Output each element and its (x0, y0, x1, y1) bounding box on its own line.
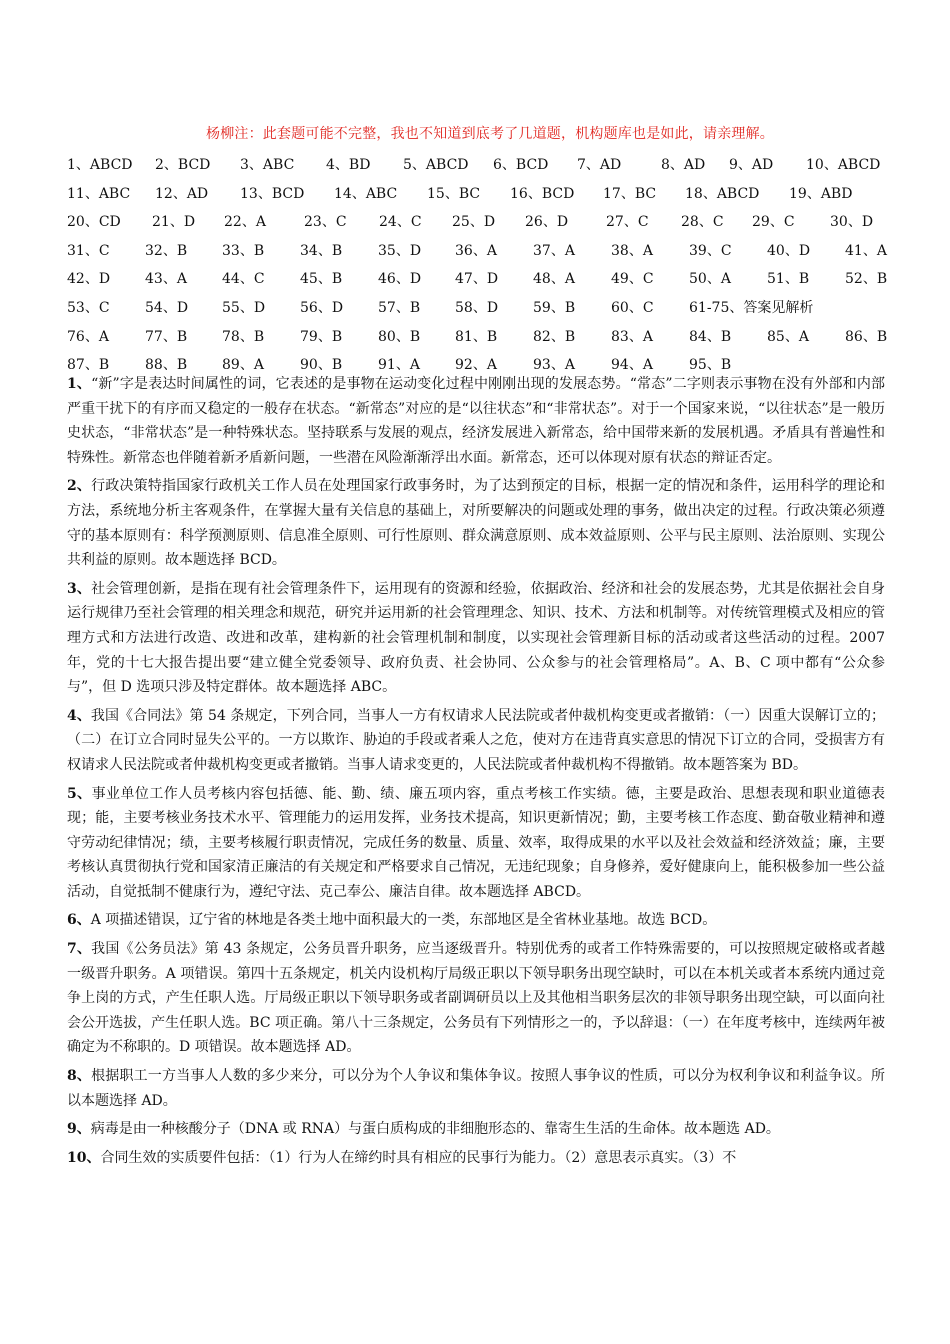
explanation-paragraph (67, 577, 885, 700)
answer-item: 48、A (533, 271, 575, 288)
explanation-paragraph (67, 704, 885, 778)
explanation-text: 社会管理创新，是指在现有社会管理条件下，运用现有的资源和经验，依据政治、经济和社会的发展态势，尤其是依据社会自身运行规律乃至社会管理的相关理念和规范，研究并运用新的社会管理理念、知识、技术、方法和机制等。对传统管理模式及相应的管理方式和方法进行改造、改进和改革，建构新的社会管理机制和制度，以实现社会管理新目标的活动或者这些活动的过程。2007 年，党的十七大报告提出要“建立健全党委领导、政府负责、社会协同、公众参与的社会管理格局”。A、B、C 项中都有“公众参与”，但 D 选项只涉及特定群体。故本题选择 ABC。 (67, 580, 885, 696)
question-number: 1、 (67, 376, 92, 392)
answer-item: 88、B (145, 357, 188, 374)
answer-item: 54、D (145, 299, 189, 316)
answer-item: 35、D (378, 242, 422, 259)
answer-item: 58、D (455, 299, 499, 316)
answer-item: 78、B (222, 328, 265, 345)
answer-item: 92、A (455, 357, 497, 374)
answer-row (67, 237, 887, 266)
explanations (67, 372, 885, 1174)
explanation-text: 事业单位工作人员考核内容包括德、能、勤、绩、廉五项内容，重点考核工作实绩。德，主要是政治、思想表现和职业道德表现；能，主要考核业务技术水平、管理能力的运用发挥，业务技术提高，知识更新情况；勤，主要考核工作态度、勤奋敬业精神和遵守劳动纪律情况；绩，主要考核履行职责情况，完成任务的数量、质量、效率，取得成果的水平以及社会效益和经济效益；廉，主要考核认真贯彻执行党和国家清正廉洁的有关规定和严格要求自己情况，无违纪现象；自身修养，爱好健康向上，能积极参加一些公益活动，自觉抵制不健康行为，遵纪守法、克己奉公、廉洁自律。故本题选择 ABCD。 (67, 785, 885, 900)
answer-item: 93、A (533, 357, 575, 374)
answer-item: 90、B (300, 357, 343, 374)
question-number: 2、 (67, 478, 92, 495)
explanation-paragraph (67, 1117, 885, 1142)
answer-item: 51、B (767, 271, 810, 288)
answer-item: 38、A (611, 242, 653, 259)
explanation-paragraph (67, 937, 885, 1060)
answer-item: 84、B (689, 328, 732, 345)
answer-item: 56、D (300, 299, 344, 316)
answer-item: 23、C (304, 214, 347, 231)
answer-row (67, 208, 887, 237)
answer-item: 26、D (525, 214, 569, 231)
answer-item: 31、C (67, 242, 110, 259)
answer-item: 85、A (767, 328, 809, 345)
answer-item: 32、B (145, 242, 188, 259)
answer-item: 59、B (533, 299, 576, 316)
answer-item: 15、BC (427, 185, 481, 202)
answer-item: 95、B (689, 357, 732, 374)
answer-item: 4、BD (326, 157, 371, 173)
answer-item: 80、B (378, 328, 421, 345)
answer-item: 14、ABC (334, 185, 398, 202)
answer-row (67, 323, 887, 352)
answer-item: 7、AD (577, 157, 622, 173)
answer-item: 27、C (606, 214, 649, 231)
explanation-text: 我国《公务员法》第 43 条规定，公务员晋升职务，应当逐级晋升。特别优秀的或者工作特殊需要的，可以按照规定破格或者越一级晋升职务。A 项错误。第四十五条规定，机关内设机构厅局级正职以下领导职务出现空缺时，可以在本机关或者本系统内通过竞争上岗的方式，产生任职人选。厅局级正职以下领导职务或者副调研员以上及其他相当职务层次的非领导职务出现空缺，可以面向社会公开选拔，产生任职人选。BC 项正确。第八十三条规定，公务员有下列情形之一的，予以辞退：（一）在年度考核中，连续两年被确定为不称职的。D 项错误。故本题选择 AD。 (67, 941, 885, 1056)
explanation-text: 合同生效的实质要件包括：（1）行为人在缔约时具有相应的民事行为能力。（2）意思表示真实。（3）不 (100, 1149, 737, 1166)
answer-item: 2、BCD (155, 157, 211, 173)
question-number: 9、 (67, 1121, 91, 1138)
answer-item: 40、D (767, 242, 811, 259)
answer-item: 57、B (378, 299, 421, 316)
answer-item: 53、C (67, 299, 110, 316)
answer-item: 55、D (222, 299, 266, 316)
answer-item: 8、AD (661, 157, 706, 173)
explanation-paragraph (67, 1146, 885, 1171)
question-number: 7、 (67, 941, 92, 958)
answer-item: 13、BCD (240, 185, 305, 202)
answer-item: 9、AD (729, 157, 774, 173)
answer-item: 34、B (300, 242, 343, 259)
answer-item: 43、A (145, 271, 187, 288)
answer-item: 91、A (378, 357, 420, 374)
question-number: 10、 (67, 1149, 101, 1166)
explanation-text: A 项描述错误，辽宁省的林地是各类土地中面积最大的一类，东部地区是全省林业基地。故选 BCD。 (90, 912, 717, 929)
answer-item: 46、D (378, 271, 422, 288)
answer-item: 45、B (300, 271, 343, 288)
answer-item: 83、A (611, 328, 653, 345)
answer-item: 11、ABC (67, 185, 131, 202)
explanation-paragraph (67, 474, 885, 572)
answer-item: 17、BC (603, 185, 657, 202)
answer-item: 50、A (689, 271, 731, 288)
answer-item: 28、C (681, 214, 724, 231)
answer-item: 3、ABC (240, 157, 295, 173)
answer-item: 30、D (830, 214, 874, 231)
answer-item: 82、B (533, 328, 576, 345)
explanation-paragraph (67, 1064, 885, 1113)
answer-item: 10、ABCD (806, 157, 881, 173)
answer-item: 87、B (67, 357, 110, 374)
answer-item: 89、A (222, 357, 264, 374)
answer-item: 12、AD (155, 185, 209, 202)
question-number: 3、 (67, 580, 92, 597)
answer-item: 22、A (224, 214, 266, 231)
explanation-text: 病毒是由一种核酸分子（DNA 或 RNA）与蛋白质构成的非细胞形态的、靠寄生生活的生命体。故本题选 AD。 (90, 1121, 780, 1138)
answer-item: 24、C (379, 214, 422, 231)
explanation-text: 行政决策特指国家行政机关工作人员在处理国家行政事务时，为了达到预定的目标，根据一定的情况和条件，运用科学的理论和方法，系统地分析主客观条件，在掌握大量有关信息的基础上，对所要解决的问题或处理的事务，做出决定的过程。行政决策必须遵守的基本原则有：科学预测原则、信息准全原则、可行性原则、群众满意原则、成本效益原则、公平与民主原则、法治原则、实现公共利益的原则。故本题选择 BCD。 (67, 478, 885, 569)
answer-item: 81、B (455, 328, 498, 345)
answer-item: 33、B (222, 242, 265, 259)
answer-row (67, 294, 887, 323)
explanation-text: 我国《合同法》第 54 条规定，下列合同，当事人一方有权请求人民法院或者仲裁机构变更或者撤销：（一）因重大误解订立的；（二）在订立合同时显失公平的。一方以欺诈、胁迫的手段或者乘人之危，使对方在违背真实意思的情况下订立的合同，受损害方有权请求人民法院或者仲裁机构变更或者撤销。当事人请求变更的，人民法院或者仲裁机构不得撤销。故本题答案为 BD。 (67, 707, 885, 773)
answer-item: 47、D (455, 271, 499, 288)
answer-item: 61-75、答案见解析 (689, 299, 814, 316)
editor-note: 杨柳注：此套题可能不完整，我也不知道到底考了几道题，机构题库也是如此，请亲理解。 (206, 126, 774, 142)
answer-item: 76、A (67, 328, 109, 345)
question-number: 8、 (67, 1068, 92, 1085)
answer-item: 36、A (455, 242, 497, 259)
answer-item: 5、ABCD (403, 157, 469, 173)
answer-item: 49、C (611, 271, 654, 288)
question-number: 5、 (67, 785, 92, 802)
answer-item: 94、A (611, 357, 653, 374)
answer-item: 44、C (222, 271, 265, 288)
answer-item: 16、BCD (510, 185, 575, 202)
explanation-text: 根据职工一方当事人人数的多少来分，可以分为个人争议和集体争议。按照人事争议的性质，可以分为权利争议和利益争议。所以本题选择 AD。 (67, 1068, 885, 1109)
question-number: 4、 (67, 707, 91, 724)
answer-item: 6、BCD (493, 157, 549, 173)
answer-item: 20、CD (67, 214, 121, 231)
answer-item: 21、D (152, 214, 196, 231)
answer-item: 60、C (611, 299, 654, 316)
answer-row (67, 180, 887, 209)
answer-item: 37、A (533, 242, 575, 259)
question-number: 6、 (67, 912, 91, 929)
answer-row (67, 151, 887, 180)
explanation-paragraph (67, 372, 885, 470)
answer-item: 25、D (452, 214, 496, 231)
answer-item: 86、B (845, 328, 888, 345)
explanation-paragraph (67, 782, 885, 905)
answer-item: 41、A (845, 242, 887, 259)
explanation-paragraph (67, 908, 885, 933)
answer-item: 29、C (752, 214, 795, 231)
answer-item: 1、ABCD (67, 157, 133, 173)
answer-item: 52、B (845, 271, 888, 288)
answer-item: 39、C (689, 242, 732, 259)
answer-key (67, 151, 887, 380)
answer-item: 18、ABCD (685, 185, 760, 202)
answer-item: 79、B (300, 328, 343, 345)
answer-item: 19、ABD (789, 185, 853, 202)
answer-row (67, 265, 887, 294)
answer-item: 42、D (67, 271, 111, 288)
answer-item: 77、B (145, 328, 188, 345)
explanation-text: “新”字是表达时间属性的词，它表述的是事物在运动变化过程中刚刚出现的发展态势。“常态”二字则表示事物在没有外部和内部严重干扰下的有序而又稳定的一般存在状态。“新常态”对应的是“以往状态”和“非常状态”。对于一个国家来说，“以往状态”是一般历史状态，“非常状态”是一种特殊状态。坚持联系与发展的观点，经济发展进入新常态，给中国带来新的发展机遇。矛盾具有普遍性和特殊性。新常态也伴随着新矛盾新问题，一些潜在风险渐渐浮出水面。新常态，还可以体现对原有状态的辩证否定。 (67, 376, 885, 466)
